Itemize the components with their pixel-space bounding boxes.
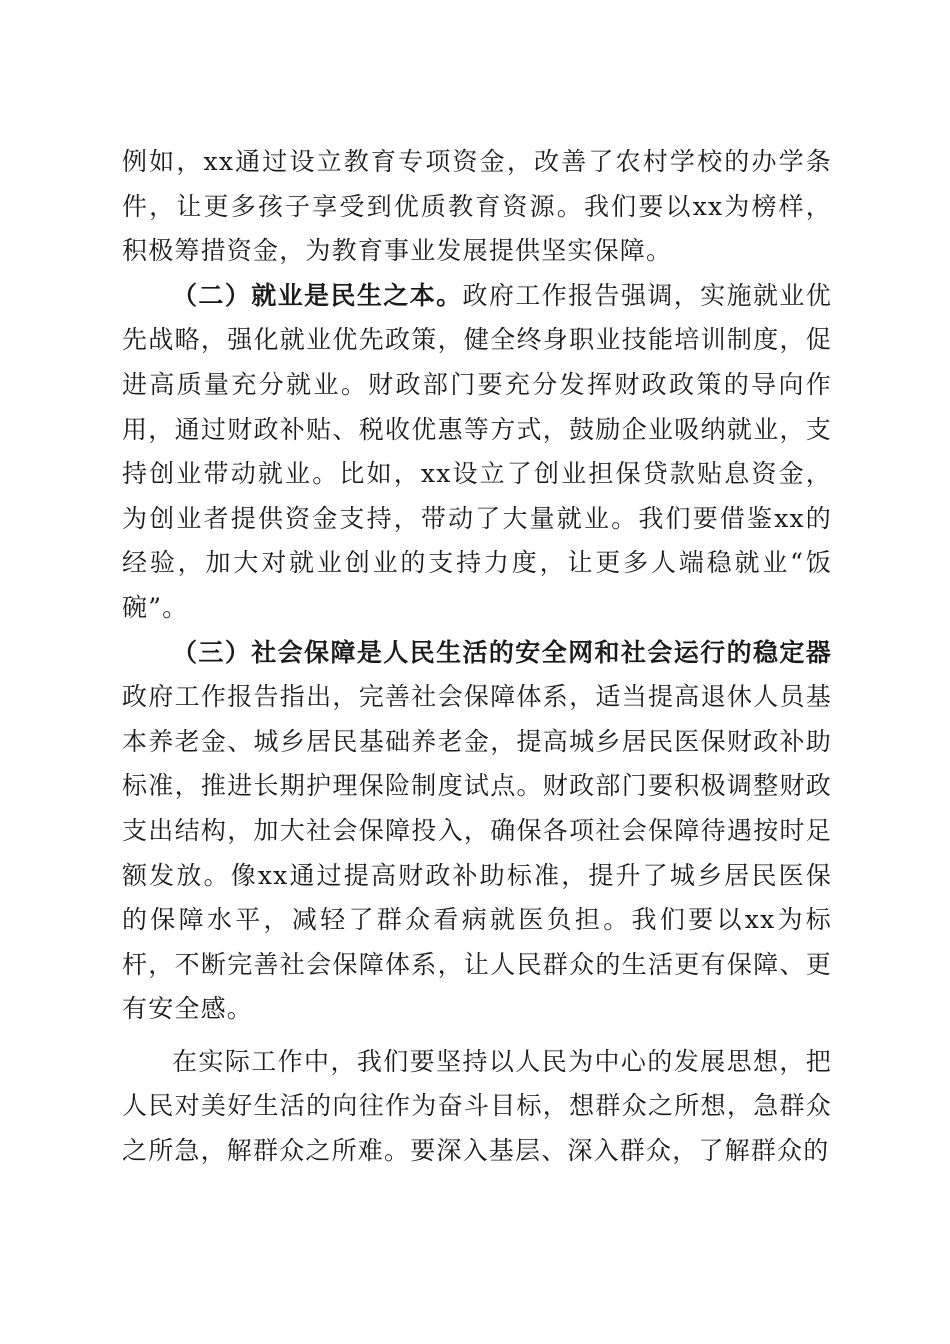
paragraph-employment: [122, 274, 832, 631]
section-heading-employment: （二）就业是民生之本。: [172, 280, 463, 310]
paragraph-text: 例如，xx通过设立教育专项资金，改善了农村学校的办学条件，让更多孩子享受到优质教育资源。我们要以xx为榜样，积极筹措资金，为教育事业发展提供坚实保障。: [122, 147, 832, 266]
document-body: [122, 140, 832, 1174]
paragraph-text: 政府工作报告指出，完善社会保障体系，适当提高退休人员基本养老金、城乡居民基础养老金，提高城乡居民医保财政补助标准，推进长期护理保险制度试点。财政部门要积极调整财政支出结构，加大社会保障投入，确保各项社会保障待遇按时足额发放。像xx通过提高财政补助标准，提升了城乡居民医保的保障水平，减轻了群众看病就医负担。我们要以xx为标杆，不断完善社会保障体系，让人民群众的生活更有保障、更有安全感。: [122, 682, 832, 1024]
paragraph-text: 政府工作报告强调，实施就业优先战略，强化就业优先政策，健全终身职业技能培训制度，促进高质量充分就业。财政部门要充分发挥财政政策的导向作用，通过财政补贴、税收优惠等方式，鼓励企业吸纳就业，支持创业带动就业。比如，xx设立了创业担保贷款贴息资金，为创业者提供资金支持，带动了大量就业。我们要借鉴xx的经验，加大对就业创业的支持力度，让更多人端稳就业“饭碗”。: [122, 280, 833, 622]
paragraph-text: 在实际工作中，我们要坚持以人民为中心的发展思想，把人民对美好生活的向往作为奋斗目标，想群众之所想，急群众之所急，解群众之所难。要深入基层、深入群众，了解群众的: [122, 1046, 832, 1166]
paragraph-practical-work: [122, 1040, 832, 1174]
section-heading-social-security: （三）社会保障是人民生活的安全网和社会运行的稳定器: [172, 637, 832, 667]
paragraph-social-security: [122, 631, 832, 1032]
paragraph-education-example: [122, 140, 832, 274]
